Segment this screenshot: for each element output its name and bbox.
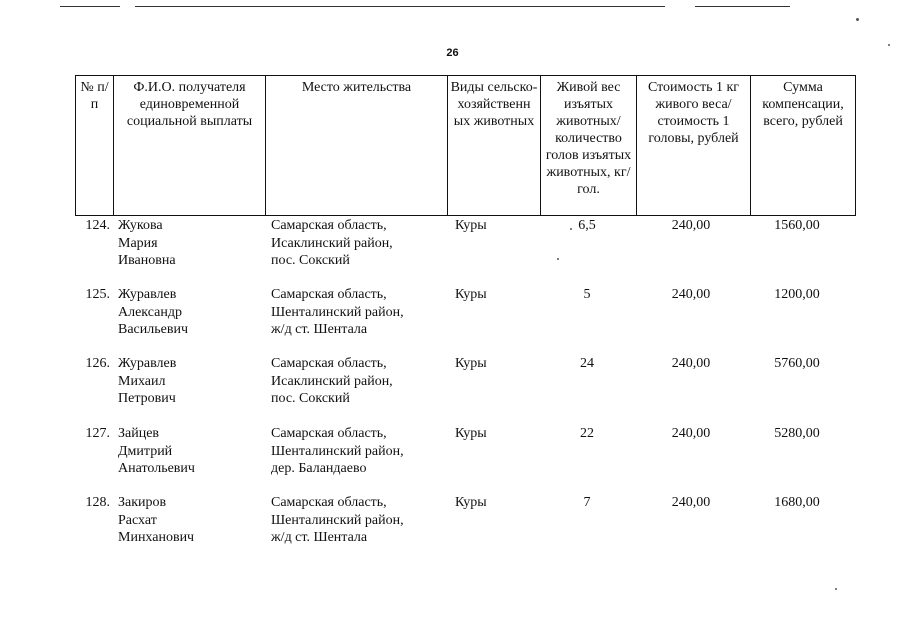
- price-per-kg: 240,00: [671, 218, 711, 233]
- animal-type: Куры: [455, 426, 487, 441]
- live-weight: 22: [580, 426, 594, 441]
- table-header: [75, 75, 856, 216]
- animal-type: Куры: [455, 495, 487, 510]
- scan-speck: [835, 588, 837, 590]
- recipient-name: Зайцев Дмитрий Анатольевич: [118, 426, 195, 476]
- compensation-sum: 1560,00: [774, 218, 820, 233]
- price-per-kg: 240,00: [671, 426, 711, 441]
- compensation-sum: 5280,00: [774, 426, 820, 441]
- live-weight: 6,5: [578, 218, 596, 233]
- live-weight: 24: [580, 356, 594, 371]
- residence: Самарская область, Исаклинский район, пос. Сокский: [271, 218, 393, 268]
- header-recipient-name: Ф.И.О. получателя единовременной социальной выплаты: [114, 76, 266, 216]
- recipient-name: Жукова Мария Ивановна: [118, 218, 176, 268]
- animal-type: Куры: [455, 218, 487, 233]
- residence: Самарская область, Исаклинский район, пос. Сокский: [271, 356, 393, 406]
- scan-speck: [856, 18, 859, 21]
- table-row: [75, 286, 855, 346]
- scan-speck: [888, 44, 890, 46]
- table-row: [75, 355, 855, 415]
- price-per-kg: 240,00: [671, 356, 711, 371]
- scan-border-line: [135, 6, 665, 7]
- row-number: 127.: [85, 426, 110, 441]
- live-weight: 7: [583, 495, 591, 510]
- residence: Самарская область, Шенталинский район, ж/д ст. Шентала: [271, 287, 404, 337]
- scan-border-line: [60, 6, 120, 7]
- header-number: № п/п: [76, 76, 114, 216]
- price-per-kg: 240,00: [671, 495, 711, 510]
- recipient-name: Журавлев Александр Васильевич: [118, 287, 188, 337]
- price-per-kg: 240,00: [671, 287, 711, 302]
- table-row: [75, 494, 855, 554]
- scan-border-line: [695, 6, 790, 7]
- live-weight: 5: [583, 287, 591, 302]
- row-number: 125.: [85, 287, 110, 302]
- compensation-sum: 1680,00: [774, 495, 820, 510]
- header-compensation-sum: Сумма компенсации, всего, рублей: [751, 76, 856, 216]
- row-number: 126.: [85, 356, 110, 371]
- table-row: [75, 217, 855, 277]
- header-live-weight: Живой вес изъятых животных/ количество голов изъятых животных, кг/гол.: [541, 76, 637, 216]
- row-number: 124.: [85, 218, 110, 233]
- header-price-per-kg: Стоимость 1 кг живого веса/стоимость 1 головы, рублей: [637, 76, 751, 216]
- animal-type: Куры: [455, 287, 487, 302]
- recipient-name: Журавлев Михаил Петрович: [118, 356, 177, 406]
- row-number: 128.: [85, 495, 110, 510]
- recipient-name: Закиров Расхат Минханович: [118, 495, 195, 545]
- header-animal-type: Виды сельско-хозяйственн ых животных: [448, 76, 541, 216]
- table-row: [75, 425, 855, 485]
- compensation-sum: 1200,00: [774, 287, 820, 302]
- residence: Самарская область, Шенталинский район, ж/д ст. Шентала: [271, 495, 404, 545]
- animal-type: Куры: [455, 356, 487, 371]
- residence: Самарская область, Шенталинский район, дер. Баландаево: [271, 426, 404, 476]
- header-residence: Место жительства: [266, 76, 448, 216]
- page-number: 26: [446, 47, 459, 59]
- compensation-sum: 5760,00: [774, 356, 820, 371]
